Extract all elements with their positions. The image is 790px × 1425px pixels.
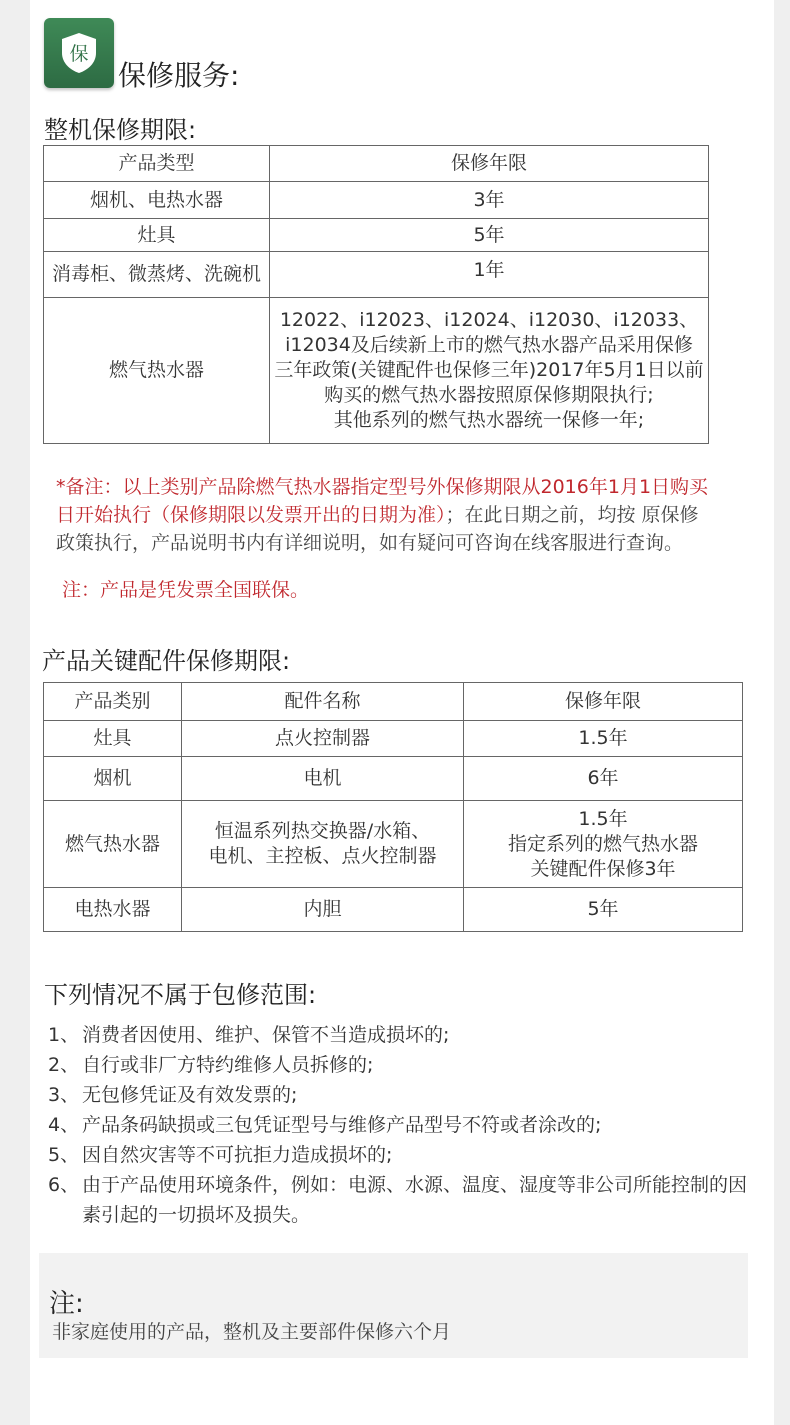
table-row: [44, 182, 709, 219]
list-item: [48, 1170, 748, 1230]
period-line: i12034及后续新上市的燃气热水器产品采用保修: [285, 334, 693, 356]
column-header: 产品类型: [44, 146, 270, 182]
category-cell: 燃气热水器: [44, 801, 182, 888]
table-header-row: [44, 683, 743, 721]
item-number: 6、: [48, 1174, 80, 1196]
shield-icon: [59, 31, 99, 75]
whole-unit-table: [43, 145, 709, 444]
part-name-cell: [182, 801, 464, 888]
invoice-note: 注：产品是凭发票全国联保。: [62, 579, 310, 601]
item-number: 3、: [48, 1084, 80, 1106]
badge-char: 保: [69, 43, 89, 65]
table-row: [44, 888, 743, 932]
key-parts-table: [43, 682, 743, 932]
remark-line: *备注：以上类别产品除燃气热水器指定型号外保修期限从2016年1月1日购买: [56, 476, 709, 498]
item-number: 4、: [48, 1114, 80, 1136]
remark-line: [56, 501, 716, 529]
exclusions-title: 下列情况不属于包修范围:: [44, 981, 317, 1009]
list-item: [48, 1020, 748, 1050]
remark-line: 政策执行，产品说明书内有详细说明，如有疑问可咨询在线客服进行查询。: [56, 532, 684, 554]
footer-note-title: 注:: [49, 1289, 84, 1319]
remark-note: [56, 473, 716, 557]
product-type-cell: 燃气热水器: [44, 298, 270, 444]
period-cell: 6年: [464, 757, 743, 801]
list-item: [48, 1050, 748, 1080]
item-text: 因自然灾害等不可抗拒力造成损坏的;: [82, 1144, 393, 1166]
whole-unit-title: 整机保修期限:: [44, 116, 197, 144]
item-number: 2、: [48, 1054, 80, 1076]
period-cell: 5年: [464, 888, 743, 932]
period-line: 三年政策(关键配件也保修三年)2017年5月1日以前: [274, 359, 704, 381]
period-line: 指定系列的燃气热水器: [507, 832, 698, 855]
period-cell: 3年: [270, 182, 709, 219]
item-text: 产品条码缺损或三包凭证型号与维修产品型号不符或者涂改的;: [82, 1114, 602, 1136]
part-name-cell: 内胆: [182, 888, 464, 932]
period-line: 购买的燃气热水器按照原保修期限执行;: [324, 384, 654, 406]
table-row: [44, 252, 709, 298]
table-row: [44, 757, 743, 801]
period-cell: 5年: [270, 219, 709, 252]
product-type-cell: 灶具: [44, 219, 270, 252]
part-name-cell: 电机: [182, 757, 464, 801]
table-header-row: [44, 146, 709, 182]
product-type-cell: 烟机、电热水器: [44, 182, 270, 219]
table-row: [44, 298, 709, 444]
category-cell: 烟机: [44, 757, 182, 801]
item-text: 自行或非厂方特约维修人员拆修的;: [82, 1054, 374, 1076]
column-header: 保修年限: [464, 683, 743, 721]
period-line: 关键配件保修3年: [530, 857, 676, 880]
warranty-badge: [44, 18, 114, 88]
item-text: 由于产品使用环境条件，例如：电源、水源、温度、湿度等非公司所能控制的因素引起的一切损坏及损失。: [82, 1174, 748, 1226]
list-item: [48, 1080, 748, 1110]
column-header: 保修年限: [270, 146, 709, 182]
column-header: 配件名称: [182, 683, 464, 721]
period-cell: [464, 801, 743, 888]
footer-note-box: [39, 1253, 748, 1358]
category-cell: 灶具: [44, 721, 182, 757]
table-row: [44, 219, 709, 252]
product-type-cell: 消毒柜、微蒸烤、洗碗机: [44, 252, 270, 298]
list-item: [48, 1110, 748, 1140]
period-line: 其他系列的燃气热水器统一保修一年;: [333, 409, 645, 431]
period-cell: 1.5年: [464, 721, 743, 757]
item-text: 无包修凭证及有效发票的;: [82, 1084, 298, 1106]
period-line: 1.5年: [578, 807, 628, 830]
remark-red-text: 日开始执行（保修期限以发票开出的日期为准）: [56, 504, 446, 526]
footer-note-text: 非家庭使用的产品，整机及主要部件保修六个月: [52, 1321, 452, 1343]
item-number: 1、: [48, 1024, 80, 1046]
warranty-page: [30, 0, 774, 1425]
remark-gray-text: ；在此日期之前，均按 原保修: [445, 504, 699, 526]
item-number: 5、: [48, 1144, 80, 1166]
list-item: [48, 1140, 748, 1170]
page-title: 保修服务:: [118, 59, 240, 92]
table-row: [44, 721, 743, 757]
item-text: 消费者因使用、维护、保管不当造成损坏的;: [82, 1024, 450, 1046]
category-cell: 电热水器: [44, 888, 182, 932]
part-name-line: 恒温系列热交换器/水箱、: [214, 820, 431, 842]
column-header: 产品类别: [44, 683, 182, 721]
exclusions-list: [48, 1020, 748, 1230]
key-parts-title: 产品关键配件保修期限:: [42, 647, 291, 675]
period-line: 12022、i12023、i12024、i12030、i12033、: [279, 309, 699, 331]
part-name-line: 电机、主控板、点火控制器: [208, 845, 437, 867]
period-cell: 1年: [270, 252, 709, 298]
period-cell: [270, 298, 709, 444]
table-row: [44, 801, 743, 888]
part-name-cell: 点火控制器: [182, 721, 464, 757]
